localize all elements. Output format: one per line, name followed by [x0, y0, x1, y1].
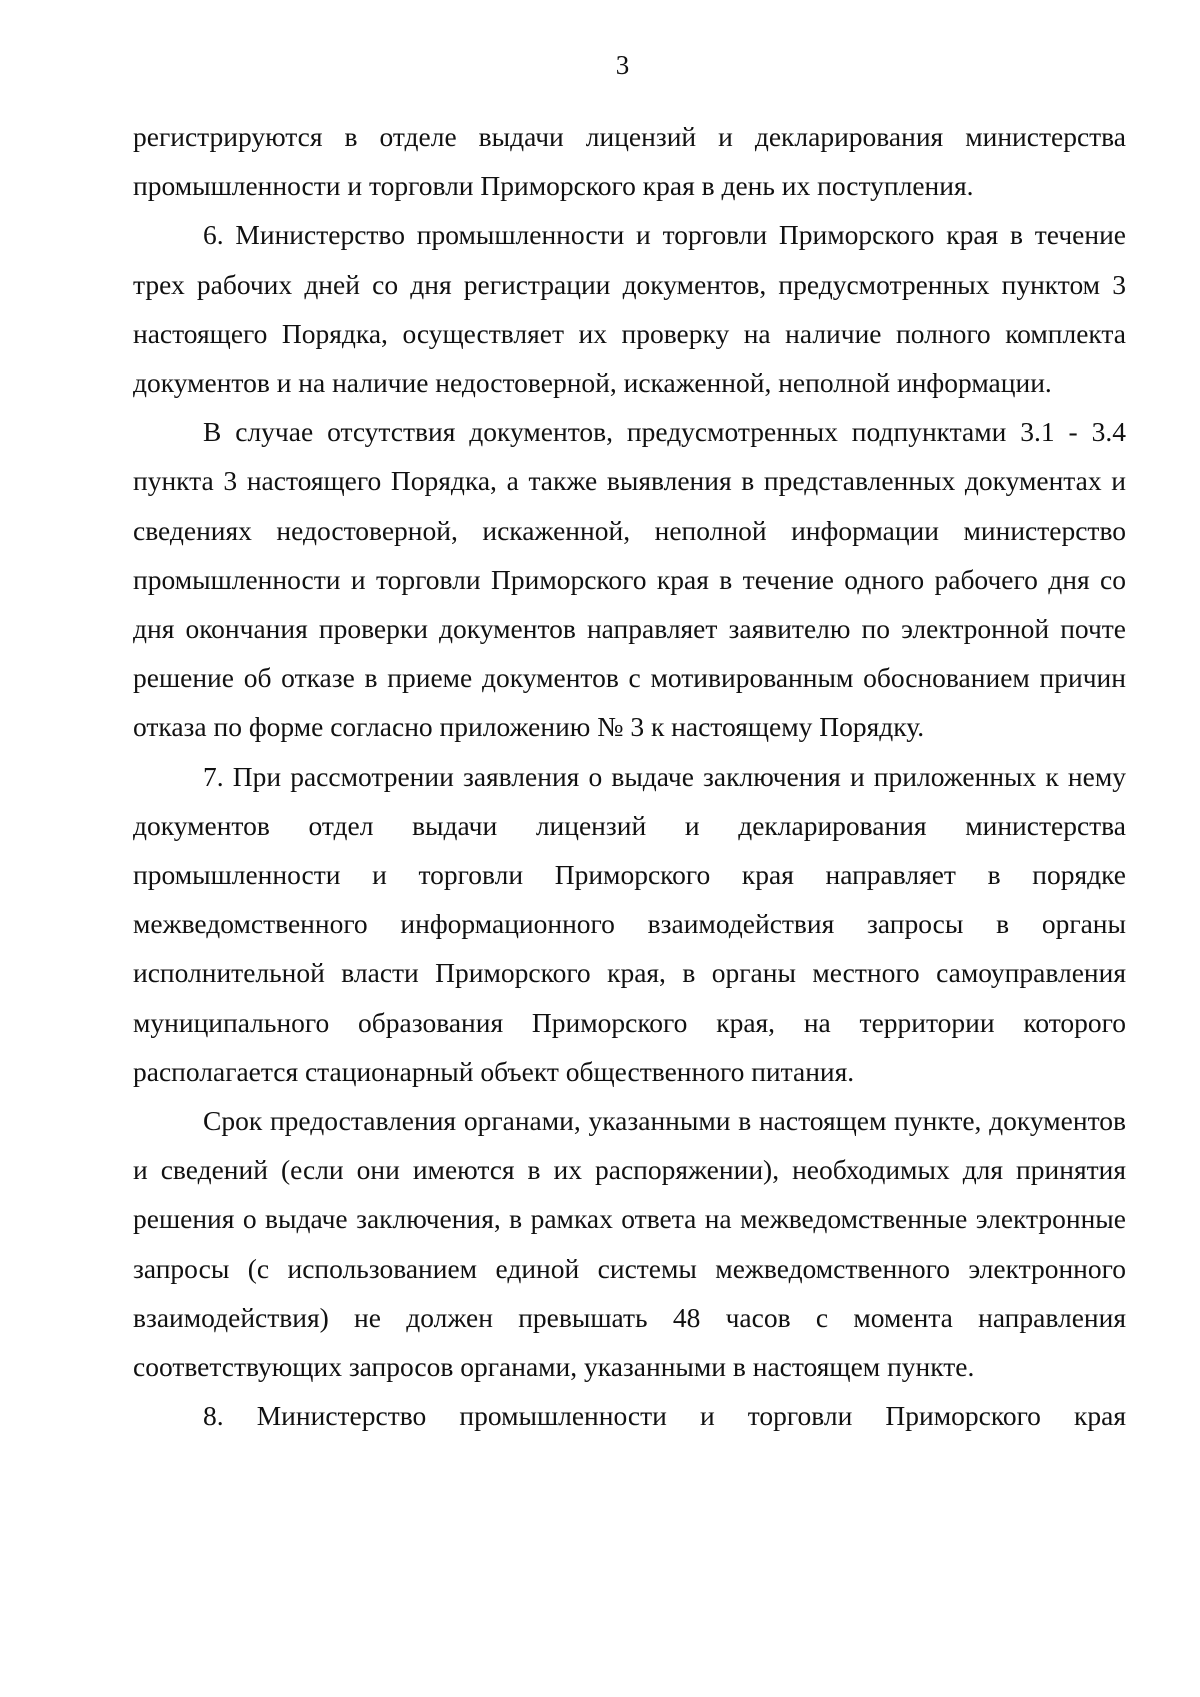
page-number: 3	[615, 50, 630, 80]
document-body	[133, 112, 1126, 1440]
paragraph-item-8: 8. Министерство промышленности и торговли Приморского края	[203, 1400, 1126, 1432]
paragraph-refusal: В случае отсутствия документов, предусмотренных подпунктами 3.1 - 3.4 пункта 3 настоящего Порядка, а также выявления в представленных документах и сведениях недостоверной, искаженной, неполной информации министерство промышленности и торговли Приморского края в течение одного рабочего дня со дня окончания проверки документов направляет заявителю по электронной почте решение об отказе в приеме документов с мотивированным обоснованием причин отказа по форме согласно приложению № 3 к настоящему Порядку.	[133, 416, 1126, 743]
paragraph-deadline: Срок предоставления органами, указанными в настоящем пункте, документов и сведений (если они имеются в их распоряжении), необходимых для принятия решения о выдаче заключения, в рамках ответа на межведомственные электронные запросы (с использованием единой системы межведомственного электронного взаимодействия) не должен превышать 48 часов с момента направления соответствующих запросов органами, указанными в настоящем пункте.	[133, 1105, 1126, 1383]
paragraph-item-7: 7. При рассмотрении заявления о выдаче заключения и приложенных к нему документов отдел выдачи лицензий и декларирования министерства промышленности и торговли Приморского края направляет в порядке межведомственного информационного взаимодействия запросы в органы исполнительной власти Приморского края, в органы местного самоуправления муниципального образования Приморского края, на территории которого располагается стационарный объект общественного питания.	[133, 760, 1126, 1087]
paragraph-continuation: регистрируются в отделе выдачи лицензий и декларирования министерства промышленности и торговли Приморского края в день их поступления.	[133, 121, 1126, 202]
paragraph-item-6: 6. Министерство промышленности и торговли Приморского края в течение трех рабочих дней со дня регистрации документов, предусмотренных пунктом 3 настоящего Порядка, осуществляет их проверку на наличие полного комплекта документов и на наличие недостоверной, искаженной, неполной информации.	[133, 219, 1126, 399]
